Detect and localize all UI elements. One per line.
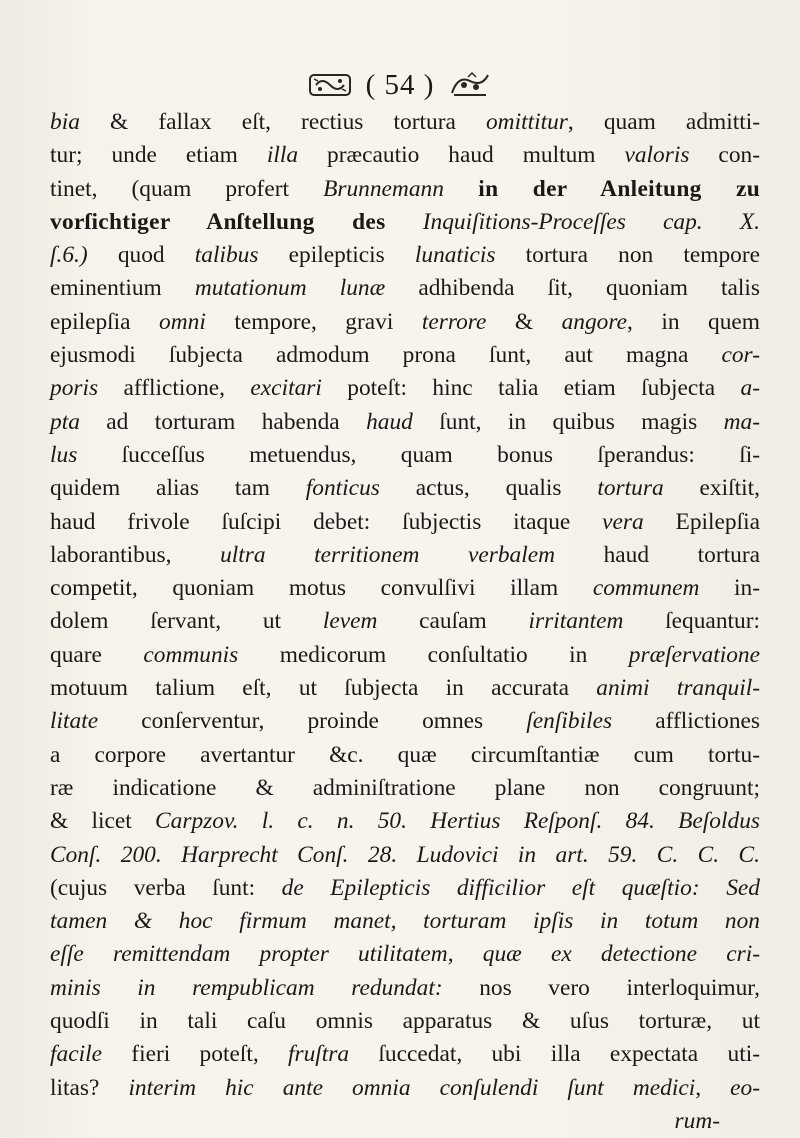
text-line	[50, 106, 760, 139]
text-segment: litas?	[50, 1074, 129, 1101]
text-line	[50, 506, 760, 539]
text-segment: eo-	[730, 1074, 760, 1101]
text-segment: haud tortura	[555, 541, 760, 568]
text-line	[50, 772, 760, 805]
text-segment: litate	[50, 708, 99, 735]
text-line	[50, 1038, 760, 1071]
text-segment: vorſichtiger Anſtellung des	[50, 208, 386, 235]
text-line	[50, 472, 760, 505]
text-segment: pta	[50, 408, 80, 435]
text-segment: præcautio haud multum	[298, 142, 625, 169]
text-segment: angore	[561, 308, 627, 335]
text-line	[50, 539, 760, 572]
text-segment: eminentium	[50, 275, 195, 302]
text-line	[50, 306, 760, 339]
text-segment: talibus	[194, 242, 259, 269]
text-segment: animi tranquil-	[596, 675, 760, 702]
text-segment: quidem alias tam	[50, 475, 306, 502]
text-segment: (cujus verba ſunt:	[50, 874, 282, 901]
text-segment: facile	[50, 1041, 102, 1068]
text-segment: , quam admitti-	[567, 109, 760, 135]
text-segment: ejusmodi ſubjecta admodum prona ſunt, aut magna	[50, 342, 722, 369]
text-line	[50, 672, 760, 705]
text-segment: quod	[87, 242, 195, 269]
page-header	[0, 62, 800, 108]
text-segment: in-	[699, 575, 760, 602]
text-segment: Conſ. 200. Harprecht Conſ. 28. Ludovici in art. 59. C. C. C.	[50, 841, 760, 868]
text-segment: nos vero interloquimur,	[442, 974, 760, 1001]
text-segment: tempore, gravi	[205, 308, 422, 335]
text-segment: competit, quoniam motus convulſivi illam	[50, 575, 593, 602]
text-segment: fruſtra	[288, 1041, 350, 1068]
text-segment: exiſtit,	[663, 475, 760, 502]
text-segment: interim hic ante omnia conſulendi ſunt medici	[128, 1074, 696, 1101]
text-segment: ſ.6.)	[50, 242, 88, 269]
text-segment: afflictione,	[98, 375, 251, 402]
text-segment: tortura	[597, 475, 664, 502]
text-segment: omittitur	[485, 109, 568, 135]
text-segment: epilepticis	[258, 242, 415, 269]
text-line	[50, 139, 760, 172]
text-segment: levem	[322, 608, 378, 635]
text-segment: quodſi in tali caſu omnis apparatus & uſus torturæ, ut	[50, 1008, 760, 1035]
text-segment: communem	[592, 575, 700, 602]
text-line	[50, 206, 760, 239]
text-segment: vera	[602, 508, 644, 535]
text-line	[50, 605, 760, 638]
text-segment: ſuccedat, ubi illa expectata uti-	[349, 1041, 760, 1068]
text-segment: eſſe remittendam propter utilitatem, quæ ex detectione cri-	[50, 941, 760, 968]
text-segment: actus, qualis	[379, 475, 598, 502]
text-line	[50, 272, 760, 305]
text-segment: tortura non tempore	[495, 242, 761, 269]
text-line	[50, 372, 760, 405]
text-line	[50, 339, 760, 372]
body-text	[50, 106, 760, 1138]
text-segment: haud	[366, 408, 413, 435]
text-segment: tur; unde etiam	[50, 142, 267, 169]
text-segment: Brunnemann	[323, 175, 444, 202]
text-segment: præſervatione	[628, 641, 760, 668]
text-line	[50, 639, 760, 672]
text-segment: ſunt, in quibus magis	[412, 408, 724, 435]
text-segment: lus	[50, 441, 78, 468]
text-segment: de Epilepticis difficilior eſt quæſtio: Sed	[281, 874, 760, 901]
text-segment: poris	[50, 375, 99, 402]
text-segment: con-	[689, 142, 760, 169]
text-segment: ad torturam habenda	[79, 408, 367, 435]
text-segment: Epilepſia	[643, 508, 760, 535]
text-segment: cauſam	[377, 608, 529, 635]
text-line	[50, 972, 760, 1005]
text-segment: ſequantur:	[623, 608, 760, 635]
text-segment: a-	[740, 375, 760, 402]
text-line	[50, 1005, 760, 1038]
text-segment: haud frivole ſuſcipi debet: ſubjectis itaque	[50, 508, 603, 535]
text-segment: quare	[50, 641, 144, 668]
text-segment: conſerventur, proinde omnes	[98, 708, 527, 735]
text-segment: Inquiſitions-Proceſſes cap. X.	[422, 208, 760, 235]
catchword: rum-	[674, 1107, 720, 1134]
left-ornament-icon	[308, 71, 352, 99]
text-segment: & fallax eſt, rectius tortura	[79, 109, 486, 135]
text-segment: dolem ſervant, ut	[50, 608, 323, 635]
text-line	[50, 1072, 760, 1105]
right-ornament-icon	[448, 71, 492, 99]
text-segment: tamen & hoc firmum manet, torturam ipſis in totum non	[50, 908, 760, 935]
text-segment: communis	[143, 641, 239, 668]
text-segment: ma-	[723, 408, 760, 435]
text-line	[50, 173, 760, 206]
text-segment: illa	[266, 142, 299, 169]
text-segment: lunaticis	[414, 242, 496, 269]
text-line	[50, 239, 760, 272]
text-segment: a corpore avertantur &c. quæ circumſtantiæ cum tortu-	[50, 741, 760, 768]
page-number: ( 54 )	[365, 68, 435, 101]
text-segment: ræ indicatione & adminiſtratione plane non congruunt;	[50, 774, 760, 801]
text-segment: & licet	[50, 808, 156, 835]
text-line	[50, 572, 760, 605]
text-segment: excitari	[250, 375, 322, 402]
text-segment: tinet, (quam profert	[50, 175, 324, 202]
text-segment: epilepſia	[50, 308, 160, 335]
text-segment: in der Anleitung zu	[443, 175, 760, 202]
text-segment: adhibenda ſit, quoniam talis	[385, 275, 760, 302]
text-line	[50, 705, 760, 738]
text-segment: bia	[50, 109, 80, 135]
text-segment	[385, 209, 422, 235]
text-segment: , in quem	[626, 308, 760, 335]
text-segment: omni	[159, 308, 206, 335]
text-line	[50, 938, 760, 971]
text-segment: ſucceſſus metuendus, quam bonus ſperandus: ſi-	[77, 441, 760, 468]
text-segment: mutationum lunæ	[194, 275, 386, 302]
text-line	[50, 905, 760, 938]
text-line	[50, 872, 760, 905]
text-segment: ,	[695, 1074, 731, 1101]
text-segment: Carpzov. l. c. n. 50. Hertius Reſponſ. 84. Beſoldus	[155, 808, 760, 835]
text-line	[50, 439, 760, 472]
text-line	[50, 839, 760, 872]
text-segment: fonticus	[305, 475, 380, 502]
text-segment: afflictiones	[612, 708, 760, 735]
text-segment: cor-	[721, 342, 760, 369]
text-segment: terrore	[421, 308, 487, 335]
text-line	[50, 805, 760, 838]
text-line	[50, 739, 760, 772]
text-segment: laborantibus,	[50, 541, 221, 568]
text-segment: irritantem	[528, 608, 624, 635]
text-line	[50, 406, 760, 439]
text-segment: medicorum conſultatio in	[238, 641, 629, 668]
text-segment: fieri poteſt,	[101, 1041, 288, 1068]
text-segment: poteſt: hinc talia etiam ſubjecta	[321, 375, 741, 402]
text-segment: minis in rempublicam redundat:	[50, 974, 443, 1001]
text-segment: motuum talium eſt, ut ſubjecta in accurata	[50, 675, 597, 702]
text-segment: &	[486, 308, 562, 335]
text-segment: ſenſibiles	[526, 708, 613, 735]
text-segment: valoris	[624, 142, 690, 169]
text-segment: ultra territionem verbalem	[220, 541, 555, 568]
